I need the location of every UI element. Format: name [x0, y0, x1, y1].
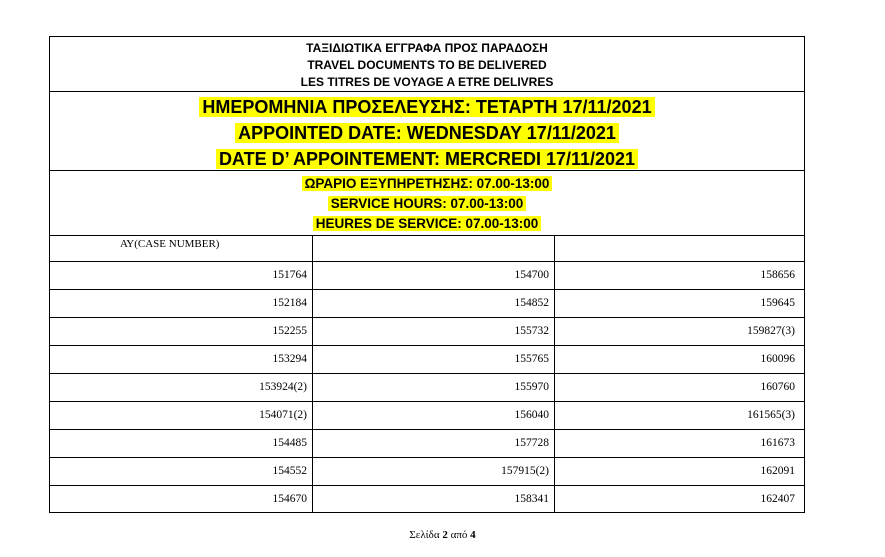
document-table — [49, 36, 805, 513]
row-divider — [50, 317, 804, 318]
column-divider — [312, 236, 313, 512]
case-number-cell: 161565(3) — [747, 409, 795, 421]
row-divider — [50, 261, 804, 262]
case-number-cell: 157915(2) — [501, 465, 549, 477]
case-number-cell: 155765 — [514, 353, 549, 365]
case-number-cell: 156040 — [514, 409, 549, 421]
case-number-cell: 153924(2) — [259, 381, 307, 393]
appointment-french: DATE D’ APPOINTEMENT: MERCREDI 17/11/2021 — [216, 149, 638, 169]
row-divider — [50, 373, 804, 374]
hours-block — [50, 171, 804, 236]
case-number-cell: 159827(3) — [747, 325, 795, 337]
row-divider — [50, 457, 804, 458]
header-english: TRAVEL DOCUMENTS TO BE DELIVERED — [307, 58, 547, 72]
row-divider — [50, 289, 804, 290]
header-greek: ΤΑΞΙΔΙΩΤΙΚΑ ΕΓΓΡΑΦΑ ΠΡΟΣ ΠΑΡΑΔΟΣΗ — [306, 41, 548, 55]
case-number-grid — [50, 236, 804, 512]
case-number-cell: 152184 — [272, 297, 307, 309]
hours-english: SERVICE HOURS: 07.00-13:00 — [328, 196, 527, 211]
case-number-cell: 151764 — [272, 269, 307, 281]
case-number-cell: 162091 — [760, 465, 795, 477]
case-number-cell: 160760 — [760, 381, 795, 393]
case-number-cell: 161673 — [760, 437, 795, 449]
row-divider — [50, 429, 804, 430]
case-number-cell: 152255 — [272, 325, 307, 337]
appointment-block — [50, 92, 804, 171]
page-label: Σελίδα — [409, 529, 440, 541]
page-total: 4 — [470, 529, 476, 541]
case-number-cell: 154552 — [272, 465, 307, 477]
case-number-cell: 154852 — [514, 297, 549, 309]
header-block — [50, 37, 804, 92]
header-french: LES TITRES DE VOYAGE A ETRE DELIVRES — [300, 75, 554, 89]
case-number-cell: 158341 — [514, 493, 549, 505]
row-divider — [50, 485, 804, 486]
case-number-cell: 155732 — [514, 325, 549, 337]
case-number-cell: 154071(2) — [259, 409, 307, 421]
case-number-cell: 154670 — [272, 493, 307, 505]
appointment-english: APPOINTED DATE: WEDNESDAY 17/11/2021 — [235, 123, 619, 143]
case-number-cell: 154485 — [272, 437, 307, 449]
case-number-cell: 158656 — [760, 269, 795, 281]
row-divider — [50, 401, 804, 402]
column-divider — [554, 236, 555, 512]
hours-greek: ΩΡΑΡΙΟ ΕΞΥΠΗΡΕΤΗΣΗΣ: 07.00-13:00 — [302, 176, 553, 191]
appointment-greek: ΗΜΕΡΟΜΗΝΙΑ ΠΡΟΣΕΛΕΥΣΗΣ: ΤΕΤΑΡΤΗ 17/11/2021 — [199, 97, 654, 117]
case-number-cell: 153294 — [272, 353, 307, 365]
case-number-cell: 155970 — [514, 381, 549, 393]
case-number-cell: 162407 — [760, 493, 795, 505]
page-footer — [0, 529, 885, 541]
case-number-caption: ΑΥ(CASE NUMBER) — [120, 238, 220, 250]
case-number-cell: 154700 — [514, 269, 549, 281]
page-number: 2 — [442, 529, 448, 541]
row-divider — [50, 345, 804, 346]
hours-french: HEURES DE SERVICE: 07.00-13:00 — [313, 216, 542, 231]
case-number-cell: 160096 — [760, 353, 795, 365]
case-number-cell: 157728 — [514, 437, 549, 449]
page-of-label: από — [450, 529, 468, 541]
case-number-cell: 159645 — [760, 297, 795, 309]
